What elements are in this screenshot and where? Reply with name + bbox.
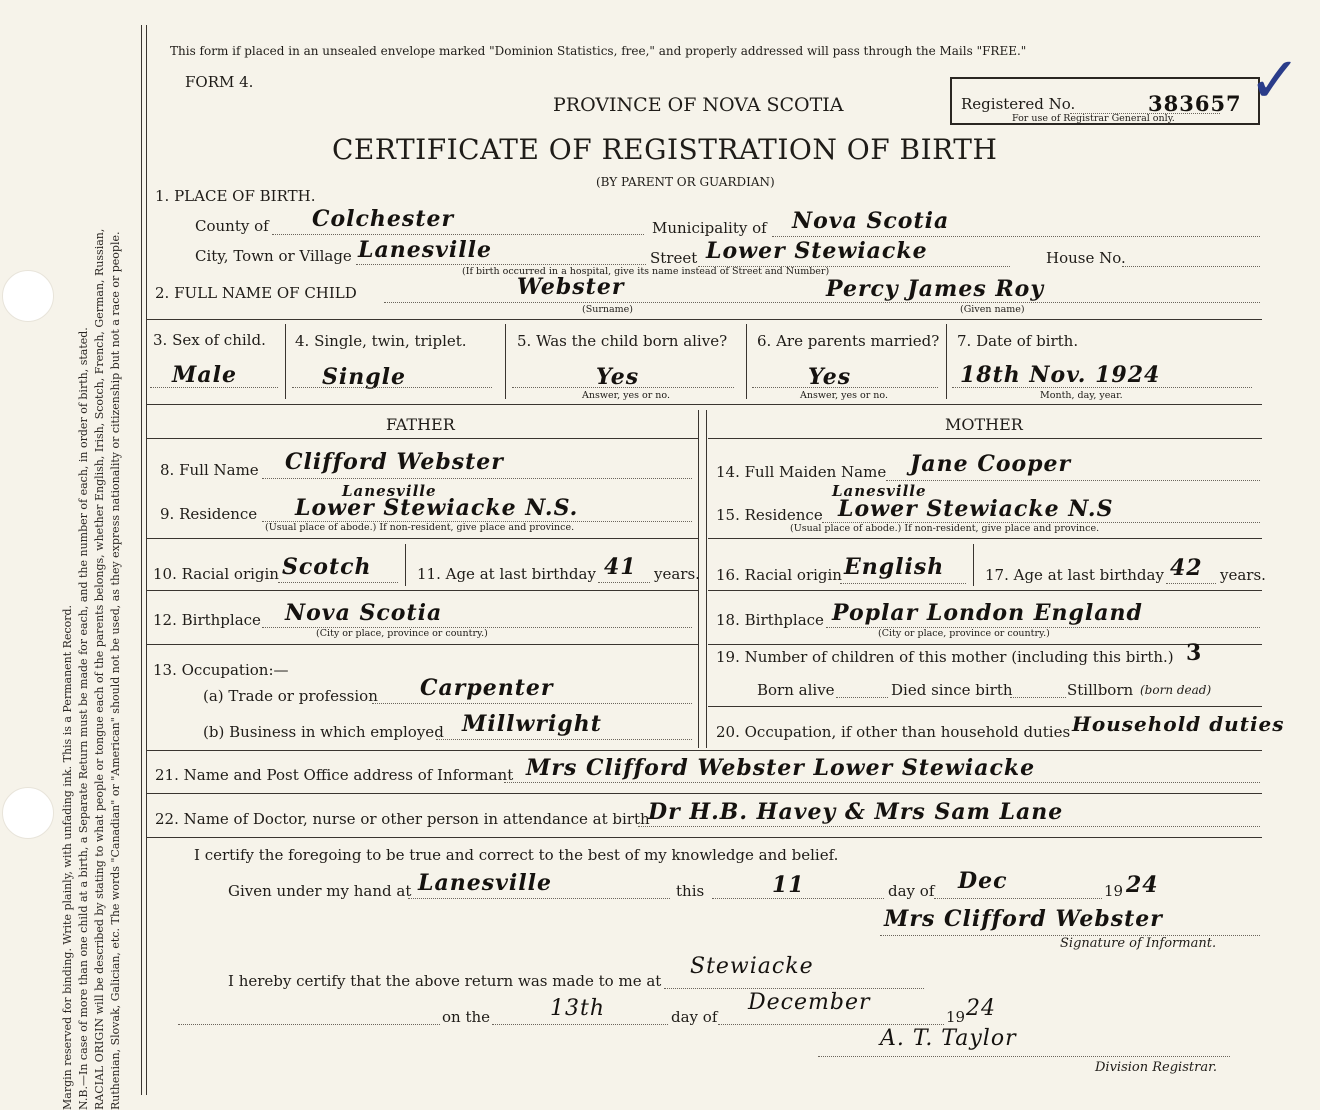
- margin-line-4: Ruthenian, Slovak, Galician, etc. The words "Canadian" or "American" should not be used, as they express nationality or citizenship but not a race or people.: [109, 231, 122, 1110]
- registered-box: [950, 77, 1260, 125]
- mail-notice: This form if placed in an unsealed envelope marked "Dominion Statistics, free," and properly addressed will pass through the Mails "FREE.": [170, 44, 1027, 58]
- registrar-blank-dots: [178, 1024, 440, 1025]
- mother-birthplace-value: Poplar London England: [832, 600, 1143, 626]
- parents-rule-2-left: [146, 538, 698, 539]
- father-name-value: Clifford Webster: [285, 449, 504, 475]
- registrar-statement: I hereby certify that the above return was made to me at: [228, 972, 662, 990]
- parents-top-rule-left: [146, 438, 698, 439]
- died-label: Died since birth: [891, 681, 1013, 699]
- mother-occupation-value: Household duties: [1072, 712, 1285, 736]
- given-day-dots: [712, 898, 884, 899]
- street-label: Street: [650, 249, 698, 267]
- father-years: years.: [654, 565, 700, 583]
- margin-line-3: RACIAL ORIGIN will be described by stating to what people or tongue each of the parents belongs, whether English, Irish, Scotch, French, German, Russian,: [93, 228, 106, 1110]
- married-answer-note: Answer, yes or no.: [800, 390, 889, 401]
- single-dots: [292, 387, 492, 388]
- hospital-note: (If birth occurred in a hospital, give its name instead of Street and Number): [462, 266, 830, 277]
- father-trade-value: Carpenter: [420, 675, 554, 701]
- father-racial-divider: [405, 544, 406, 586]
- parents-rule-3-left: [146, 590, 698, 591]
- row-3-divider-1: [285, 324, 286, 399]
- father-name-dots: [262, 478, 692, 479]
- municipality-value: Nova Scotia: [792, 208, 950, 234]
- registrar-note: For use of Registrar General only.: [1012, 113, 1175, 124]
- informant-rule: [146, 793, 1262, 794]
- died-dots: [1010, 697, 1066, 698]
- sex-dots: [150, 387, 278, 388]
- father-trade-dots: [372, 703, 692, 704]
- single-label: 4. Single, twin, triplet.: [295, 332, 467, 350]
- father-trade-label: (a) Trade or profession: [203, 687, 378, 705]
- mother-occupation-label: 20. Occupation, if other than household duties: [716, 723, 1071, 741]
- margin-instructions: [60, 30, 140, 1110]
- row-3-divider-3: [746, 324, 747, 399]
- given-year-prefix: 19: [1104, 882, 1124, 900]
- sex-value: Male: [172, 362, 237, 388]
- mother-rule-5: [708, 706, 1262, 707]
- registrar-month-dots: [718, 1024, 944, 1025]
- registrar-year-prefix: 19: [946, 1008, 966, 1026]
- margin-line-1: Margin reserved for binding. Write plainly, with unfading ink. This is a Permanent Record.: [61, 604, 74, 1110]
- punch-hole-bottom: [2, 787, 54, 839]
- child-surname: Webster: [517, 274, 625, 300]
- father-age-dots: [598, 582, 650, 583]
- parents-rule-4-left: [146, 644, 698, 645]
- house-label: House No.: [1046, 249, 1126, 267]
- father-racial-label: 10. Racial origin: [153, 565, 279, 583]
- alive-value: Yes: [596, 364, 640, 390]
- born-alive-label: Born alive: [757, 681, 835, 699]
- dob-value: 18th Nov. 1924: [960, 362, 1161, 388]
- registrar-day-of-label: day of: [671, 1008, 718, 1026]
- parents-rule-2-right: [708, 538, 1262, 539]
- registrar-month-value: December: [748, 990, 871, 1015]
- mother-age-dots: [1166, 583, 1216, 584]
- married-label: 6. Are parents married?: [757, 332, 940, 350]
- father-name-label: 8. Full Name: [160, 461, 259, 479]
- registrar-place-dots: [664, 988, 924, 989]
- father-occupation-label: 13. Occupation:—: [153, 661, 289, 679]
- informant-label: 21. Name and Post Office address of Informant: [155, 766, 514, 784]
- father-birthplace-note: (City or place, province or country.): [316, 628, 488, 639]
- mother-name-value: Jane Cooper: [910, 451, 1072, 477]
- mother-children-value: 3: [1186, 640, 1203, 666]
- given-month-dots: [934, 898, 1102, 899]
- child-given-name: Percy James Roy: [826, 276, 1045, 302]
- municipality-label: Municipality of: [652, 219, 767, 237]
- alive-label: 5. Was the child born alive?: [517, 332, 728, 350]
- parents-rule-4-right: [708, 644, 1262, 645]
- informant-value: Mrs Clifford Webster Lower Stewiacke: [526, 755, 1036, 781]
- father-business-dots: [436, 739, 692, 740]
- row-3-divider-2: [505, 324, 506, 399]
- father-business-label: (b) Business in which employed: [203, 723, 444, 741]
- father-age-label: 11. Age at last birthday: [417, 565, 596, 583]
- mother-residence-top: Lanesville: [832, 482, 927, 500]
- mother-birthplace-label: 18. Birthplace: [716, 611, 824, 629]
- sex-label: 3. Sex of child.: [153, 331, 266, 349]
- father-business-value: Millwright: [462, 711, 602, 737]
- certificate-title: CERTIFICATE OF REGISTRATION OF BIRTH: [332, 133, 998, 166]
- county-dots: [272, 234, 644, 235]
- registrar-day-value: 13th: [550, 996, 606, 1021]
- mother-age-value: 42: [1170, 555, 1203, 581]
- registrar-signature-line: [818, 1056, 1230, 1057]
- parents-bottom-rule: [146, 750, 1262, 751]
- row-3-top-rule: [146, 319, 1262, 320]
- informant-signature-label: Signature of Informant.: [1060, 936, 1217, 951]
- parents-top-rule-right: [708, 438, 1262, 439]
- mother-residence-label: 15. Residence: [716, 506, 823, 524]
- mother-heading: MOTHER: [945, 415, 1023, 434]
- alive-answer-note: Answer, yes or no.: [582, 390, 671, 401]
- doctor-dots: [638, 826, 1260, 827]
- child-name-label: 2. FULL NAME OF CHILD: [155, 284, 357, 302]
- row-3-divider-4: [946, 324, 947, 399]
- registrar-signature-label: Division Registrar.: [1095, 1060, 1217, 1075]
- mother-birthplace-note: (City or place, province or country.): [878, 628, 1050, 639]
- child-name-dots: [384, 302, 1260, 303]
- married-dots: [752, 387, 938, 388]
- street-value: Lower Stewiacke: [706, 238, 928, 264]
- this-label: this: [676, 882, 705, 900]
- certify-statement: I certify the foregoing to be true and correct to the best of my knowledge and belief.: [194, 846, 839, 864]
- county-label: County of: [195, 217, 269, 235]
- registrar-year-value: 24: [966, 996, 996, 1021]
- punch-hole-top: [2, 270, 54, 322]
- parents-rule-3-right: [708, 590, 1262, 591]
- given-day-of-label: day of: [888, 882, 935, 900]
- registrar-place-value: Stewiacke: [690, 954, 814, 979]
- mother-residence-value: Lower Stewiacke N.S: [838, 496, 1114, 522]
- mother-name-label: 14. Full Maiden Name: [716, 463, 887, 481]
- father-residence-top: Lanesville: [342, 482, 437, 500]
- married-value: Yes: [808, 364, 852, 390]
- informant-signature: Mrs Clifford Webster: [884, 906, 1163, 932]
- surname-note: (Surname): [582, 304, 633, 315]
- margin-rule-outer: [141, 25, 142, 1095]
- dob-dots: [952, 387, 1252, 388]
- father-racial-value: Scotch: [282, 554, 372, 580]
- city-dots: [356, 264, 646, 265]
- informant-dots: [504, 782, 1260, 783]
- single-value: Single: [322, 364, 406, 390]
- form-number: FORM 4.: [185, 73, 254, 91]
- margin-line-2: N.B.—In case of more than one child at a birth, a Separate Return must be made for each, and the number of each, in order of birth, stated.: [77, 327, 90, 1110]
- father-abode-note: (Usual place of abode.) If non-resident, give place and province.: [265, 522, 575, 533]
- registered-number: 383657: [1148, 91, 1242, 116]
- check-mark: ✓: [1248, 44, 1303, 118]
- mother-age-label: 17. Age at last birthday: [985, 566, 1164, 584]
- father-birthplace-label: 12. Birthplace: [153, 611, 261, 629]
- place-heading: 1. PLACE OF BIRTH.: [155, 187, 316, 205]
- given-label: Given under my hand at: [228, 882, 412, 900]
- given-day-value: 11: [772, 872, 805, 898]
- certificate-subtitle: (BY PARENT OR GUARDIAN): [596, 175, 775, 189]
- municipality-dots: [772, 236, 1260, 237]
- registered-label: Registered No.: [961, 95, 1076, 113]
- city-label: City, Town or Village: [195, 247, 352, 265]
- stillborn-label: Stillborn: [1067, 681, 1134, 699]
- born-alive-dots: [836, 697, 888, 698]
- given-name-note: (Given name): [960, 304, 1025, 315]
- city-value: Lanesville: [358, 237, 492, 263]
- province-heading: PROVINCE OF NOVA SCOTIA: [553, 94, 844, 116]
- father-residence-label: 9. Residence: [160, 505, 258, 523]
- county-value: Colchester: [312, 206, 455, 232]
- mother-racial-dots: [840, 583, 966, 584]
- registrar-signature: A. T. Taylor: [880, 1026, 1017, 1051]
- alive-dots: [512, 387, 734, 388]
- father-birthplace-value: Nova Scotia: [285, 600, 443, 626]
- given-year-value: 24: [1126, 872, 1159, 898]
- mother-racial-value: English: [844, 554, 945, 580]
- doctor-value: Dr H.B. Havey & Mrs Sam Lane: [648, 799, 1064, 825]
- mother-name-dots: [886, 480, 1260, 481]
- row-3-bottom-rule: [146, 404, 1262, 405]
- house-dots: [1122, 266, 1260, 267]
- given-place-value: Lanesville: [418, 870, 552, 896]
- father-racial-dots: [278, 582, 398, 583]
- mother-years: years.: [1220, 566, 1266, 584]
- parents-center-rule-b: [706, 410, 707, 748]
- mother-abode-note: (Usual place of abode.) If non-resident, give place and province.: [790, 523, 1100, 534]
- doctor-rule: [146, 837, 1262, 838]
- dob-note: Month, day, year.: [1040, 390, 1123, 401]
- on-the-label: on the: [442, 1008, 491, 1026]
- father-residence-value: Lower Stewiacke N.S.: [295, 495, 579, 521]
- margin-rule-inner: [146, 25, 147, 1095]
- mother-racial-divider: [973, 544, 974, 586]
- registrar-day-dots: [492, 1024, 668, 1025]
- father-heading: FATHER: [386, 415, 455, 434]
- given-place-dots: [408, 898, 670, 899]
- mother-children-label: 19. Number of children of this mother (including this birth.): [716, 648, 1174, 666]
- dob-label: 7. Date of birth.: [957, 332, 1079, 350]
- given-month-value: Dec: [958, 868, 1008, 894]
- father-age-value: 41: [604, 554, 637, 580]
- doctor-label: 22. Name of Doctor, nurse or other person in attendance at birth: [155, 810, 650, 828]
- stillborn-note: (born dead): [1140, 683, 1212, 697]
- mother-racial-label: 16. Racial origin: [716, 566, 842, 584]
